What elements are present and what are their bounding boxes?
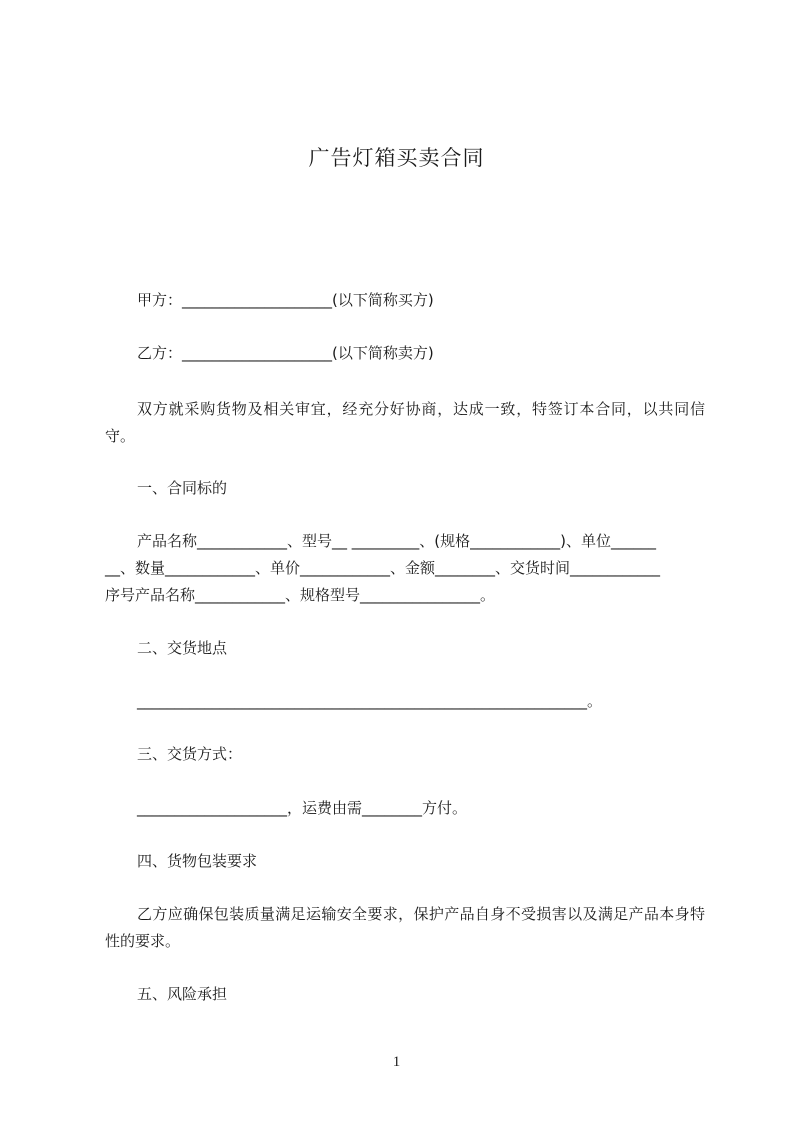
section-2-blank-line: ____________________________________________________________。 [137, 692, 603, 710]
document-title: 广告灯箱买卖合同 [308, 146, 485, 170]
section-1-line-3: 序号产品名称____________、规格型号________________。 [105, 586, 496, 604]
party-b-line: 乙方：____________________(以下简称卖方) [137, 344, 434, 362]
section-1-line-2: __、数量____________、单价____________、金额________、交货时间____________ [105, 559, 661, 577]
party-a-line: 甲方：____________________(以下简称买方) [137, 291, 434, 309]
intro-paragraph: 双方就采购货物及相关审宜，经充分好协商，达成一致，特签订本合同，以共同信守。 [105, 400, 705, 445]
section-1-heading: 一、合同标的 [137, 479, 228, 497]
section-3-heading: 三、交货方式： [137, 745, 243, 763]
section-4-heading: 四、货物包装要求 [137, 852, 258, 870]
section-3-line: ____________________，运费由需________方付。 [137, 799, 468, 817]
section-1-line-1: 产品名称____________、型号__ _________、(规格____________)、单位______ [137, 532, 656, 550]
section-4-paragraph: 乙方应确保包装质量满足运输安全要求，保护产品自身不受损害以及满足产品本身特性的要求。 [105, 905, 705, 950]
section-5-heading: 五、风险承担 [137, 985, 228, 1003]
page-number: 1 [392, 1054, 401, 1070]
section-2-heading: 二、交货地点 [137, 639, 228, 657]
